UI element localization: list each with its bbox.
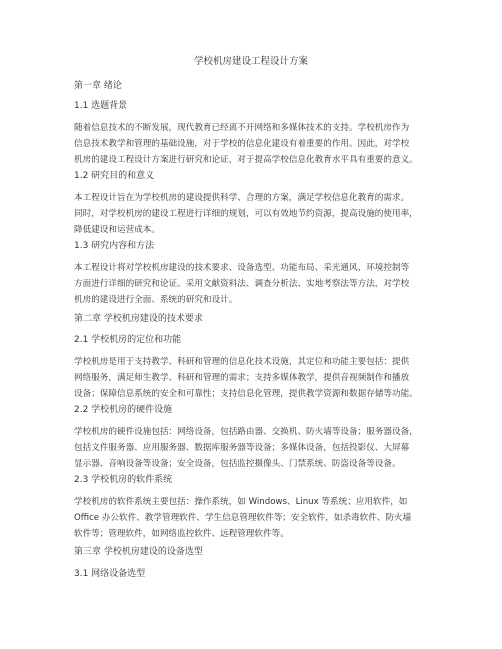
paragraph-line: 学校机房是用于支持教学、科研和管理的信息化技术设施，其定位和功能主要包括：提供: [74, 357, 410, 367]
section-2-3-heading: 2.3 学校机房的软件系统: [74, 475, 173, 485]
paragraph-line: Office 办公软件、教学管理软件、学生信息管理软件等；安全软件，如杀毒软件、防火墙: [74, 512, 412, 523]
paragraph-line: 随着信息技术的不断发展，现代教育已经离不开网络和多媒体技术的支持。学校机房作为: [74, 123, 410, 133]
section-1-2-heading: 1.2 研究目的和意义: [74, 171, 155, 181]
paragraph-line: 本工程设计将对学校机房建设的技术要求、设备选型、功能布局、采光通风、环境控制等: [74, 263, 410, 273]
chapter-2-heading: 第二章 学校机房建设的技术要求: [74, 314, 203, 324]
paragraph-line: 设备；保障信息系统的安全和可靠性；支持信息化管理，提供教学资源和数据存储等功能。: [74, 388, 418, 399]
section-1-3-paragraph: [74, 261, 409, 308]
section-3-1-heading: 3.1 网络设备选型: [74, 569, 146, 579]
section-1-3-heading: 1.3 研究内容和方法: [74, 241, 155, 251]
paragraph-line: 机房的建设进行全面、系统的研究和设计。: [74, 294, 238, 305]
paragraph-line: 学校机房的软件系统主要包括：操作系统，如 Windows、Linux 等系统；应用软件，如: [74, 497, 408, 507]
section-2-2-paragraph: [74, 425, 418, 472]
paragraph-line: 学校机房的硬件设施包括：网络设备，包括路由器、交换机、防火墙等设备；服务器设备，: [74, 427, 418, 437]
paragraph-line: 信息技术教学和管理的基础设施，对于学校的信息化建设有着重要的作用。因此，对学校: [74, 138, 410, 149]
section-2-3-paragraph: [74, 495, 411, 542]
chapter-3-heading: 第三章 学校机房建设的设备选型: [74, 547, 203, 557]
section-2-2-heading: 2.2 学校机房的硬件设施: [74, 405, 173, 415]
document-title: 学校机房建设工程设计方案: [193, 56, 308, 67]
section-1-1-heading: 1.1 选题背景: [74, 101, 128, 111]
paragraph-line: 网络服务，满足师生教学、科研和管理的需求；支持多媒体教学，提供音视频制作和播放: [74, 372, 410, 383]
paragraph-line: 显示器、音响设备等设备；安全设备，包括监控摄像头、门禁系统、防盗设备等设备。: [74, 458, 401, 469]
paragraph-line: 本工程设计旨在为学校机房的建设提供科学、合理的方案，满足学校信息化教育的需求。: [74, 193, 410, 203]
paragraph-line: 包括文件服务器、应用服务器、数据库服务器等设备；多媒体设备，包括投影仪、大屏幕: [74, 442, 410, 453]
chapter-1-heading: 第一章 绪论: [74, 81, 122, 91]
section-1-1-paragraph: [74, 121, 418, 168]
paragraph-line: 机房的建设工程设计方案进行研究和论证，对于提高学校信息化教育水平具有重要的意义。: [74, 154, 418, 165]
paragraph-line: 同时，对学校机房的建设工程进行详细的规划，可以有效地节约资源，提高设施的使用率，: [74, 208, 418, 219]
paragraph-line: 软件等；管理软件，如网络监控软件、远程管理软件等。: [74, 528, 289, 539]
paragraph-line: 方面进行详细的研究和论证。采用文献资料法、调查分析法、实地考察法等方法，对学校: [74, 278, 410, 289]
section-2-1-heading: 2.1 学校机房的定位和功能: [74, 335, 182, 345]
section-2-1-paragraph: [74, 355, 418, 402]
paragraph-line: 降低建设和运营成本。: [74, 224, 160, 235]
section-1-2-paragraph: [74, 191, 418, 238]
